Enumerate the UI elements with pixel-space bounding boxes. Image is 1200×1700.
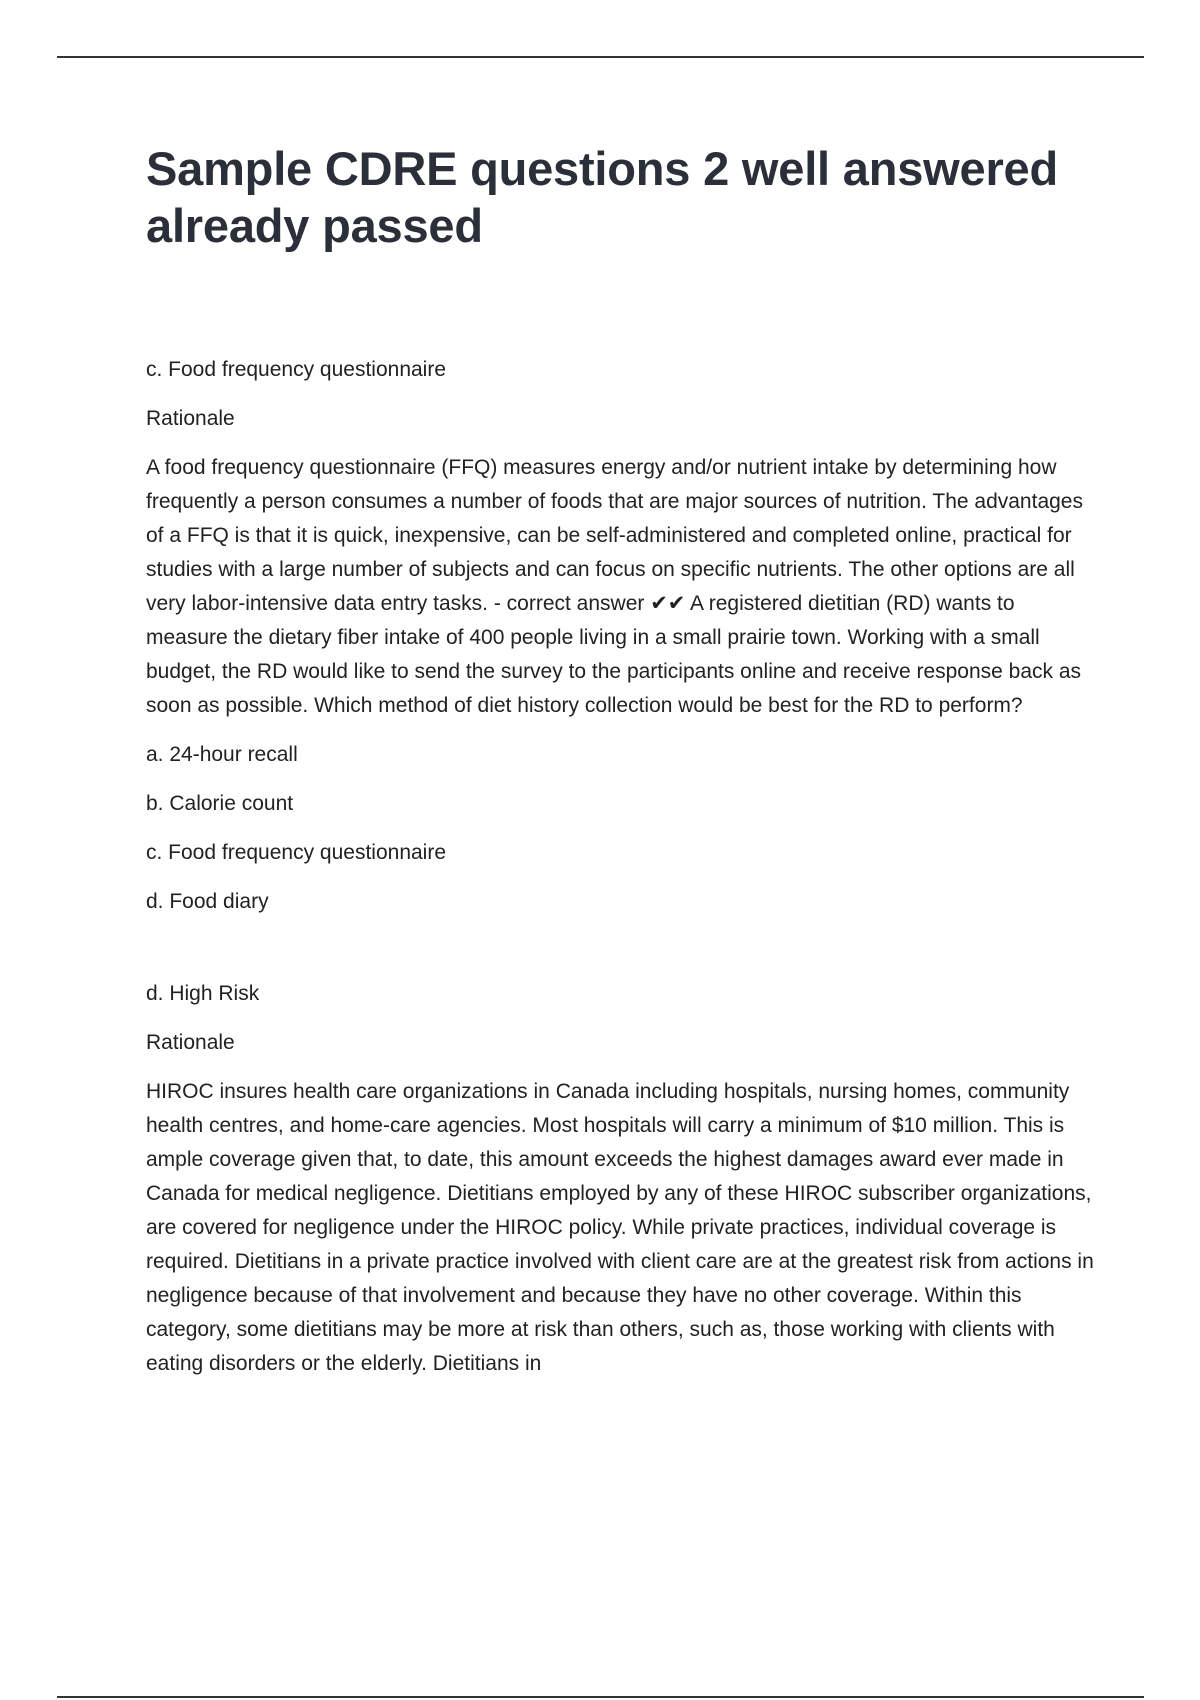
- bottom-divider: [57, 1696, 1144, 1698]
- page-title: Sample CDRE questions 2 well answered already passed: [146, 142, 1058, 252]
- option-c: c. Food frequency questionnaire: [146, 841, 447, 864]
- answer-line: c. Food frequency questionnaire: [146, 358, 447, 381]
- question-block-2: [146, 977, 1101, 1381]
- rationale-paragraph: A food frequency questionnaire (FFQ) measures energy and/or nutrient intake by determining how frequently a person consumes a number of foods that are major sources of nutrition. The advantages of a FFQ is that it is quick, inexpensive, can be self-administered and completed online, practical for studies with a large number of subjects and can focus on specific nutrients. The other options are all very labor-intensive data entry tasks. - correct answer ✔✔ A registered dietitian (RD) wants to measure the dietary fiber intake of 400 people living in a small prairie town. Working with a small budget, the RD would like to send the survey to the participants online and receive response back as soon as possible. Which method of diet history collection would be best for the RD to perform?: [146, 456, 1083, 717]
- option-a: a. 24-hour recall: [146, 743, 298, 766]
- top-divider: [57, 56, 1144, 58]
- rationale-paragraph: HIROC insures health care organizations in Canada including hospitals, nursing homes, community health centres, and home-care agencies. Most hospitals will carry a minimum of $10 million. This is ample coverage given that, to date, this amount exceeds the highest damages award ever made in Canada for medical negligence. Dietitians employed by any of these HIROC subscriber organizations, are covered for negligence under the HIROC policy. While private practices, individual coverage is required. Dietitians in a private practice involved with client care are at the greatest risk from actions in negligence because of that involvement and because they have no other coverage. Within this category, some dietitians may be more at risk than others, such as, those working with clients with eating disorders or the elderly. Dietitians in: [146, 1080, 1094, 1375]
- rationale-label: Rationale: [146, 1031, 235, 1054]
- option-b: b. Calorie count: [146, 792, 294, 815]
- rationale-label: Rationale: [146, 407, 235, 430]
- document-content: [146, 140, 1101, 1396]
- answer-line: d. High Risk: [146, 982, 260, 1005]
- option-d: d. Food diary: [146, 890, 269, 913]
- question-block-1: [146, 353, 1101, 919]
